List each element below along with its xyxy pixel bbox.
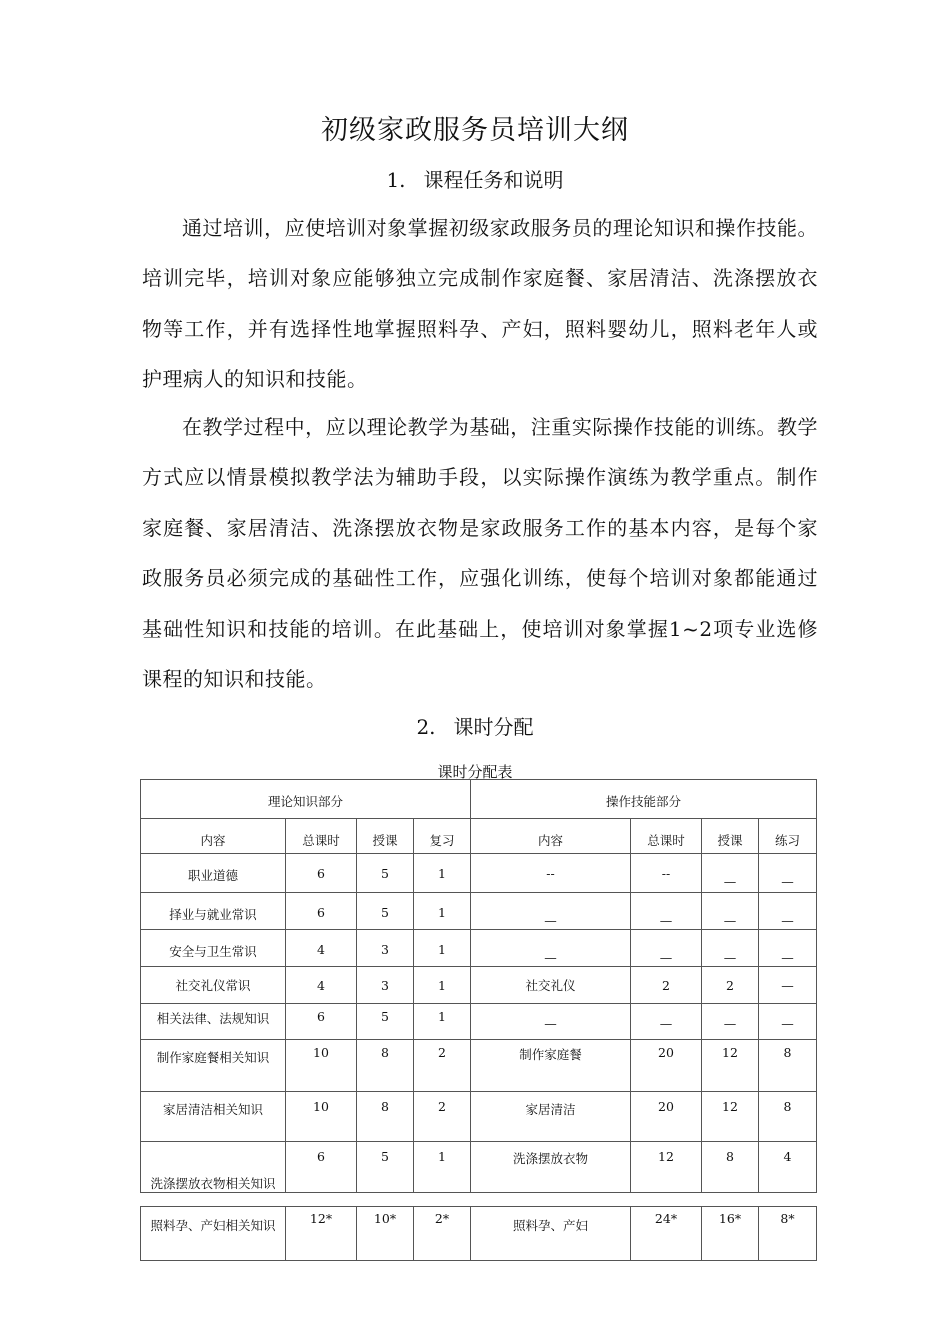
table-cell: 3	[357, 967, 414, 1004]
column-header: 内容	[471, 819, 631, 854]
section-1-number: 1.	[386, 168, 406, 192]
table-cell: 相关法律、法规知识	[141, 1004, 286, 1040]
table-cell: —	[759, 854, 817, 893]
table-cell: 2	[414, 1040, 471, 1092]
paragraph-1: 通过培训，应使培训对象掌握初级家政服务员的理论知识和操作技能。培训完毕，培训对象应能够独立完成制作家庭餐、家居清洁、洗涤摆放衣物等工作，并有选择性地掌握照料孕、产妇，照料婴幼儿，照料老年人或护理病人的知识和技能。	[142, 216, 818, 392]
table-cell: 3	[357, 930, 414, 967]
table-cell: 1	[414, 930, 471, 967]
table-cell: 10	[286, 1040, 357, 1092]
table-column-header-row	[141, 819, 817, 854]
column-header: 授课	[702, 819, 759, 854]
theory-header: 理论知识部分	[141, 780, 471, 819]
section-1-title: 课程任务和说明	[423, 168, 564, 192]
table-cell: 1	[414, 1142, 471, 1193]
section-2-heading	[0, 711, 950, 740]
table-row	[141, 1004, 817, 1040]
table-cell: 6	[286, 893, 357, 930]
table-cell: 照料孕、产妇	[471, 1207, 631, 1261]
table-cell: 10*	[357, 1207, 414, 1261]
table-cell: 洗涤摆放衣物相关知识	[141, 1142, 286, 1193]
table-cell: 5	[357, 1142, 414, 1193]
table-row	[141, 1142, 817, 1193]
table-cell: —	[471, 1004, 631, 1040]
table-cell: 5	[357, 893, 414, 930]
table-cell: 家居清洁	[471, 1092, 631, 1142]
table-cell: 8	[357, 1092, 414, 1142]
table-caption: 课时分配表	[437, 763, 513, 781]
table-cell: 1	[414, 893, 471, 930]
table-cell: 12	[702, 1040, 759, 1092]
table-cell: 6	[286, 854, 357, 893]
table-row	[141, 1207, 817, 1261]
page-title: 初级家政服务员培训大纲	[321, 115, 629, 146]
paragraph-2: 在教学过程中，应以理论教学为基础，注重实际操作技能的训练。教学方式应以情景模拟教学法为辅助手段，以实际操作演练为教学重点。制作家庭餐、家居清洁、洗涤摆放衣物是家政服务工作的基本内容，是每个家政服务员必须完成的基础性工作，应强化训练，使每个培训对象都能通过基础性知识和技能的培训。在此基础上，使培训对象掌握1~2项专业选修课程的知识和技能。	[142, 415, 818, 692]
table-cell: 6	[286, 1142, 357, 1193]
table-cell: —	[471, 893, 631, 930]
table-cell: —	[702, 1004, 759, 1040]
column-header: 授课	[357, 819, 414, 854]
table-cell: 8	[357, 1040, 414, 1092]
table-cell: 2*	[414, 1207, 471, 1261]
table-cell: 16*	[702, 1207, 759, 1261]
table-cell: 1	[414, 967, 471, 1004]
table-cell: 20	[631, 1040, 702, 1092]
section-1-heading	[0, 164, 950, 193]
table-cell: —	[631, 930, 702, 967]
table-cell: —	[702, 930, 759, 967]
table-cell: 制作家庭餐相关知识	[141, 1040, 286, 1092]
table-cell: 12*	[286, 1207, 357, 1261]
table-row	[141, 930, 817, 967]
table-cell: 2	[702, 967, 759, 1004]
table-cell: —	[759, 967, 817, 1004]
table-cell: 制作家庭餐	[471, 1040, 631, 1092]
table-cell: —	[631, 1004, 702, 1040]
column-header: 练习	[759, 819, 817, 854]
table-cell: 择业与就业常识	[141, 893, 286, 930]
table-group-header-row	[141, 780, 817, 819]
practice-header: 操作技能部分	[471, 780, 817, 819]
table-cell: —	[702, 854, 759, 893]
hours-table-continued	[140, 1206, 817, 1261]
table-row	[141, 1092, 817, 1142]
table-cell: 8	[759, 1040, 817, 1092]
table-cell: 4	[759, 1142, 817, 1193]
table-cell: —	[759, 930, 817, 967]
section-2-number: 2.	[416, 715, 436, 739]
column-header: 复习	[414, 819, 471, 854]
column-header: 内容	[141, 819, 286, 854]
table-cell: 1	[414, 854, 471, 893]
table-cell: 12	[702, 1092, 759, 1142]
table-cell: 20	[631, 1092, 702, 1142]
table-cell: 4	[286, 967, 357, 1004]
table-cell: --	[631, 854, 702, 893]
table-cell: 5	[357, 854, 414, 893]
table-cell: 2	[414, 1092, 471, 1142]
column-header: 总课时	[286, 819, 357, 854]
table-cell: 社交礼仪常识	[141, 967, 286, 1004]
table-cell: 安全与卫生常识	[141, 930, 286, 967]
table-cell: 8	[759, 1092, 817, 1142]
table-row	[141, 967, 817, 1004]
table-cell: 6	[286, 1004, 357, 1040]
table-cell: 照料孕、产妇相关知识	[141, 1207, 286, 1261]
table-cell: 5	[357, 1004, 414, 1040]
table-cell: 24*	[631, 1207, 702, 1261]
column-header: 总课时	[631, 819, 702, 854]
table-cell: —	[759, 893, 817, 930]
section-2-title: 课时分配	[453, 715, 534, 739]
table-cell: 4	[286, 930, 357, 967]
table-cell: —	[702, 893, 759, 930]
table-cell: —	[631, 893, 702, 930]
table-cell: 8*	[759, 1207, 817, 1261]
table-cell: —	[471, 930, 631, 967]
hours-table	[140, 779, 817, 1193]
table-cell: 10	[286, 1092, 357, 1142]
table-row	[141, 893, 817, 930]
table-cell: —	[759, 1004, 817, 1040]
table-cell: 社交礼仪	[471, 967, 631, 1004]
table-row	[141, 1040, 817, 1092]
table-cell: 洗涤摆放衣物	[471, 1142, 631, 1193]
table-row	[141, 854, 817, 893]
table-cell: 1	[414, 1004, 471, 1040]
table-cell: 12	[631, 1142, 702, 1193]
table-cell: 家居清洁相关知识	[141, 1092, 286, 1142]
table-cell: 8	[702, 1142, 759, 1193]
table-cell: --	[471, 854, 631, 893]
table-cell: 职业道德	[141, 854, 286, 893]
table-cell: 2	[631, 967, 702, 1004]
